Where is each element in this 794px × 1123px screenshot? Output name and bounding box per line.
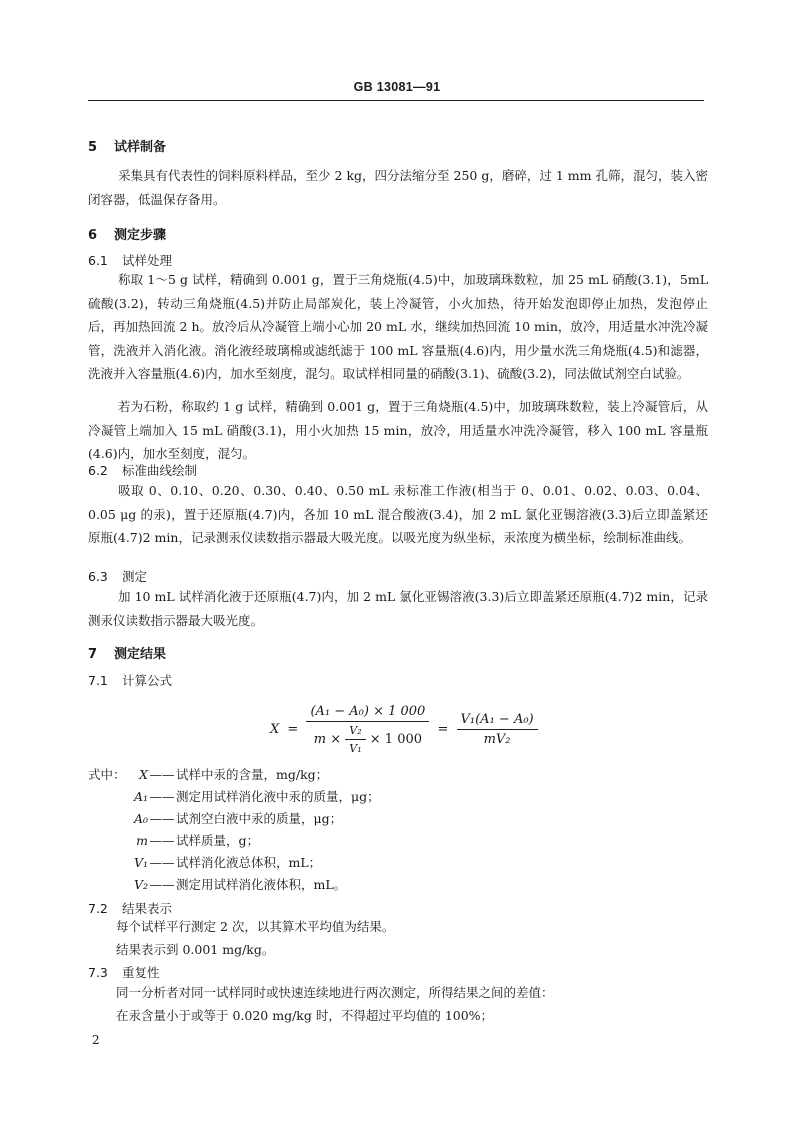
variable-definition [88,830,259,852]
section-6-heading [88,224,166,243]
nested-numerator: V₂ [345,724,365,740]
subsection-title: 标准曲线绘制 [122,463,198,478]
variable-description: 试剂空白液中汞的质量，μg； [176,811,343,826]
variable-dash: —— [149,833,175,848]
section-6-1-paragraph-2: 若为石粉，称取约 1 g 试样，精确到 0.001 g，置于三角烧瓶(4.5)中，加玻璃珠数粒，装上冷凝管后，从冷凝管上端加入 15 mL 硝酸(3.1)，用小火加热 15 min，放冷，用适量水冲洗冷凝管，移入 100 mL 容量瓶(4.6)内，加水至刻度，混匀。 [88,399,708,461]
variable-symbol: V₂ [133,877,148,892]
section-title: 试样制备 [114,140,167,155]
section-6-3-heading [88,567,147,585]
section-7-1-heading [88,671,172,689]
subsection-number: 6.2 [88,463,108,478]
section-7-3-paragraph-2: 在汞含量小于或等于 0.020 mg/kg 时，不得超过平均值的 100%； [116,1008,494,1023]
section-6-1-heading [88,251,172,269]
subsection-number: 6.3 [88,569,108,584]
calculation-formula [270,704,538,764]
section-number: 6 [88,228,98,243]
variable-definition [88,764,328,786]
variable-definition [88,852,321,874]
header-rule [88,100,704,101]
variable-description: 试样消化液总体积，mL； [176,855,322,870]
section-title: 测定结果 [114,647,167,662]
subsection-title: 测定 [122,569,148,584]
nested-denominator: V₁ [349,742,362,755]
section-7-3-heading [88,963,160,981]
variable-symbol: A₀ [133,811,148,826]
fraction-denominator: mV₂ [483,732,511,747]
variable-symbol: A₁ [133,789,148,804]
subsection-number: 6.1 [88,253,108,268]
where-label: 式中： [88,767,126,782]
variable-definition [88,808,342,830]
section-7-2-paragraph-2: 结果表示到 0.001 mg/kg。 [116,942,275,957]
formula-fraction-1 [306,704,429,755]
subsection-number: 7.1 [88,673,108,688]
fraction-numerator: (A₁ − A₀) × 1 000 [306,704,429,722]
variable-definition [88,786,380,808]
section-6-3-paragraph: 加 10 mL 试样消化液于还原瓶(4.7)内，加 2 mL 氯化亚锡溶液(3.3)后立即盖紧还原瓶(4.7)2 min，记录测汞仪读数指示器最大吸光度。 [88,589,708,628]
section-number: 5 [88,140,98,155]
variable-dash: —— [149,789,175,804]
variable-description: 试样中汞的含量，mg/kg； [176,767,329,782]
nested-fraction [345,724,365,755]
section-5-heading [88,136,166,155]
standard-code: GB 13081—91 [353,80,441,94]
variable-dash: —— [149,877,175,892]
variable-symbol: V₁ [133,855,148,870]
formula-equals: = [287,722,299,737]
section-number: 7 [88,647,98,662]
fraction-denominator-prefix: m × [313,732,342,747]
variable-dash: —— [149,811,175,826]
formula-fraction-2 [457,712,538,747]
page-number: 2 [92,1033,100,1047]
formula-equals-2: = [437,722,449,737]
variable-symbol: X [139,767,148,782]
subsection-number: 7.3 [88,965,108,980]
variable-definition [88,874,346,896]
subsection-title: 重复性 [122,965,160,980]
variable-description: 测定用试样消化液中汞的质量，μg； [176,789,380,804]
variable-description: 试样质量，g； [176,833,260,848]
formula-lhs: X [270,722,280,737]
variable-symbol: m [136,833,148,848]
section-5-paragraph: 采集具有代表性的饲料原料样品，至少 2 kg，四分法缩分至 250 g，磨碎，过 1 mm 孔筛，混匀，装入密闭容器，低温保存备用。 [88,168,708,207]
variable-dash: —— [149,767,175,782]
fraction-numerator: V₁(A₁ − A₀) [457,712,538,730]
subsection-title: 试样处理 [122,253,173,268]
section-7-heading [88,643,166,662]
subsection-title: 结果表示 [122,901,173,916]
section-title: 测定步骤 [114,228,167,243]
section-7-3-paragraph-1: 同一分析者对同一试样同时或快速连续地进行两次测定，所得结果之间的差值： [116,985,554,1000]
variable-description: 测定用试样消化液体积，mL。 [176,877,347,892]
section-6-2-heading [88,461,197,479]
variable-dash: —— [149,855,175,870]
section-6-2-paragraph: 吸取 0、0.10、0.20、0.30、0.40、0.50 mL 汞标准工作液(相当于 0、0.01、0.02、0.03、0.04、0.05 μg 的汞)，置于还原瓶(4.7)内，各加 10 mL 混合酸液(3.4)，加 2 mL 氯化亚锡溶液(3.3)后立即盖紧还原瓶(4.7)2 min，记录测汞仪读数指示器最大吸光度。以吸光度为纵坐标，汞浓度为横坐标，绘制标准曲线。 [88,483,708,545]
fraction-denominator-suffix: × 1 000 [369,732,423,747]
subsection-title: 计算公式 [122,673,173,688]
section-7-2-paragraph-1: 每个试样平行测定 2 次，以其算术平均值为结果。 [116,919,395,934]
section-6-1-paragraph-1: 称取 1～5 g 试样，精确到 0.001 g，置于三角烧瓶(4.5)中，加玻璃珠数粒，加 25 mL 硝酸(3.1)，5mL 硫酸(3.2)，转动三角烧瓶(4.5)并防止局部炭化，装上冷凝管，小火加热，待开始发泡即停止加热，发泡停止后，再加热回流 2 h。放冷后从冷凝管上端小心加 20 mL 水，继续加热回流 10 min，放冷，用适量水冲洗冷凝管，洗液并入消化液。消化液经玻璃棉或滤纸滤于 100 mL 容量瓶(4.6)内，用少量水洗三角烧瓶(4.5)和滤器，洗液并入容量瓶(4.6)内，加水至刻度，混匀。取试样相同量的硝酸(3.1)、硫酸(3.2)，同法做试剂空白试验。 [88,272,708,381]
subsection-number: 7.2 [88,901,108,916]
